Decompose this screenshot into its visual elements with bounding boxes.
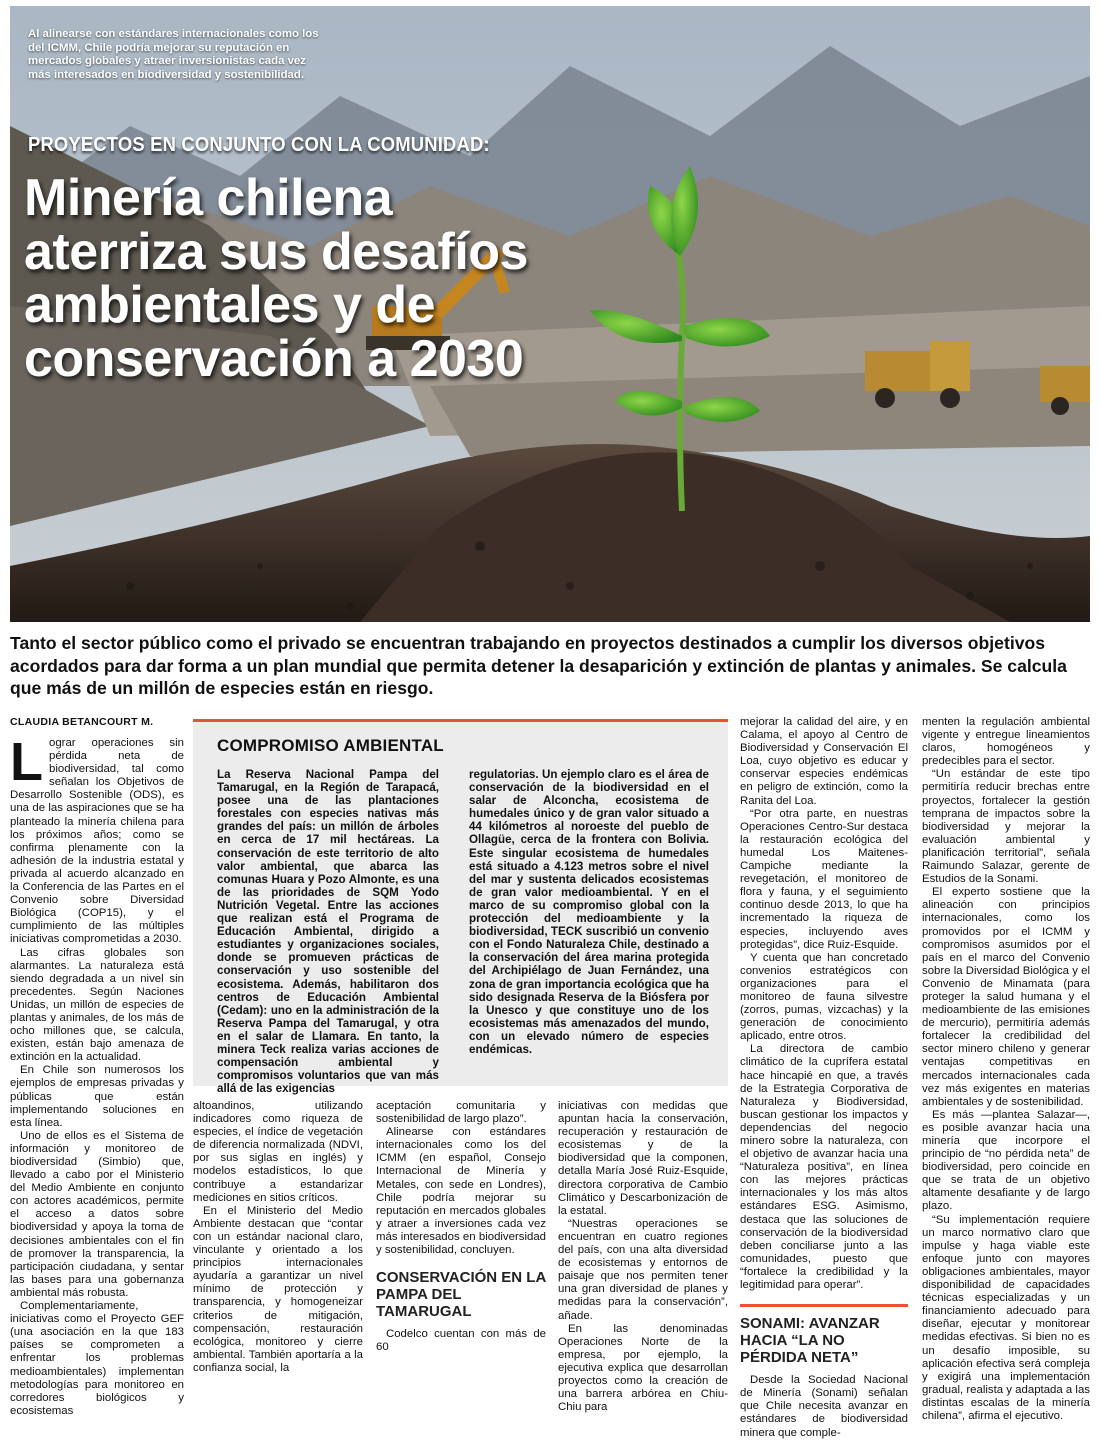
paragraph: En Chile son numerosos los ejemplos de empresas privadas y públicas que están implementando soluciones en esta línea.: [10, 1064, 184, 1129]
hero-photo: [10, 6, 1090, 622]
paragraph: menten la regulación ambiental vigente y entregue lineamientos claros, homogéneos y predecibles para el sector.: [922, 716, 1090, 768]
article-column-6: [922, 716, 1090, 1423]
paragraph: Desde la Sociedad Nacional de Minería (Sonami) señalan que Chile necesita avanzar en estándares de biodiversidad minera que comple-: [740, 1374, 908, 1439]
paragraph: Las cifras globales son alarmantes. La naturaleza está siendo degradada a un nivel sin precedentes. Según Naciones Unidas, un millón de especies de plantas y animales, de los más de ocho millones que, se calcula, existen, están bajo amenaza de extinción en la actualidad.: [10, 946, 184, 1064]
article-headline: Minería chilena aterriza sus desafíos ambientales y de conservación a 2030: [24, 169, 528, 388]
paragraph: mejorar la calidad del aire, y en Calama, el apoyo al Centro de Biodiversidad y Conservación El Loa, cuyo objetivo es educar y conservar especies endémicas en peligro de extinción, como la Ranita del Loa.: [740, 716, 908, 807]
paragraph: En las denominadas Operaciones Norte de la empresa, por ejemplo, la ejecutiva explica que desarrollan proyectos como la creación de una barrera arbórea en Chiu-Chiu para: [558, 1322, 728, 1414]
box-title: COMPROMISO AMBIENTAL: [217, 736, 444, 755]
paragraph: Es más —plantea Salazar—, es posible avanzar hacia una minería que incorpore el principio de “no pérdida neta” de biodiversidad, pero coincide en que se trata de un objetivo altamente desafiante y de largo plazo.: [922, 1108, 1090, 1213]
headline-kicker: PROYECTOS EN CONJUNTO CON LA COMUNIDAD:: [28, 134, 490, 156]
paragraph: “Por otra parte, en nuestras Operaciones Centro-Sur destaca la restauración ecológica del humedal Los Maitenes-Campiche mediante la revegetación, el monitoreo de flora y fauna, y el seguimiento continuo desde 2013, lo que ha incrementado la riqueza de especies, incluyendo aves protegidas”, dice Ruiz-Esquide.: [740, 807, 908, 951]
paragraph: El experto sostiene que la alineación con principios internacionales, como los promovidos por el ICMM y compromisos asumidos por el país en el marco del Convenio sobre la Diversidad Biológica y el Convenio de Minamata (para proteger la salud humana y el medioambiente de las emisiones de mercurio), permitiría además fortalecer la credibilidad del sector minero chileno y generar ventajas competitivas en mercados internacionales cada vez más exigentes en materias ambientales y de sostenibilidad.: [922, 886, 1090, 1108]
paragraph: La directora de cambio climático de la cuprífera estatal hace hincapié en que, a través de la Estrategia Corporativa de Naturaleza y Biodiversidad, buscan gestionar los impactos y dependencias del negocio minero sobre la naturaleza, con el objetivo de avanzar hacia una “Naturaleza positiva”, en línea con las mejores prácticas internacionales y los más altos estándares ESG. Asimismo, destaca que las soluciones de conservación de la biodiversidad deben conciliarse junto a las comunidades, puesto que “fortalece la credibilidad y la legitimidad para operar”.: [740, 1043, 908, 1292]
paragraph: “Nuestras operaciones se encuentran en cuatro regiones del país, con una alta diversidad de ecosistemas y entornos de paisaje que nos permiten tener una gran diversidad de planes y medidas para la conservación”, añade.: [558, 1217, 728, 1322]
paragraph: Codelco cuentan con más de 60: [376, 1328, 546, 1354]
article-column-3: [376, 1100, 546, 1354]
paragraph: Complementariamente, iniciativas como el Proyecto GEF (una asociación en la que 183 países se comprometen a enfrentar los problemas medioambientales) implementan metodologías para monitoreo en corredores biológicos y ecosistemas: [10, 1300, 184, 1417]
article-column-5: [740, 716, 908, 1440]
article-column-2: [193, 1100, 363, 1375]
photo-caption: Al alinearse con estándares internacionales como los del ICMM, Chile podría mejorar su reputación en mercados globales y atraer inversionistas cada vez más interesados en biodiversidad y sostenibilidad.: [28, 28, 319, 81]
paragraph: En el Ministerio del Medio Ambiente destacan que “contar con un estándar nacional claro, vinculante y orientado a los principios internacionales ayudaría a garantizar un nivel mínimo de protección y transparencia, y homogeneizar criterios de mitigación, compensación, restauración ecológica, monitoreo y cierre ambiental. También aportaría a la confianza social, la: [193, 1204, 363, 1374]
paragraph: Alinearse con estándares internacionales como los del ICMM (en español, Consejo Internacional de Minería y Metales, con sede en Londres), Chile podría mejorar su reputación en mercados globales y atraer a inversiones cada vez más interesados en biodiversidad y sostenibilidad, concluyen.: [376, 1126, 546, 1257]
paragraph: aceptación comunitaria y sostenibilidad de largo plazo”.: [376, 1100, 546, 1126]
paragraph: ograr operaciones sin pérdida neta de biodiversidad, tal como señalan los Objetivos de Desarrollo Sostenible (ODS), es una de las aspiraciones que se ha planteado la minería chilena para los próximos años; como se confirma plenamente con la adhesión de la industria estatal y privada al acuerdo alcanzado en la Conferencia de las Partes en el Convenio sobre Diversidad Biológica (COP15), y el cumplimiento de las múltiples iniciativas comprometidas a 2030.: [10, 737, 184, 946]
paragraph: “Su implementación requiere un marco normativo claro que impulse y haga viable este enfoque junto con mayores obligaciones ambientales, mayor disponibilidad de capacidades técnicas especializadas y un financiamiento adecuado para diseñar, ejecutar y monitorear medidas efectivas. Si bien no es un desafío imposible, su aplicación efectiva será compleja y exigirá una implementación gradual, realista y adaptada a las distintas escalas de la minería chilena”, afirma el ejecutivo.: [922, 1213, 1090, 1422]
author-byline: CLAUDIA BETANCOURT M.: [10, 716, 154, 728]
article-column-1: [10, 732, 184, 1418]
compromiso-ambiental-box: [193, 719, 728, 1096]
paragraph: Y cuenta que han concretado convenios estratégicos con organizaciones para el monitoreo de fauna silvestre (zorros, pumas, vizcachas) y la generación de conocimiento aplicado, entre otros.: [740, 951, 908, 1043]
article-lead: Tanto el sector público como el privado se encuentran trabajando en proyectos destinados a cumplir los diversos objetivos acordados para dar forma a un plan mundial que permita detener la desaparición y extinción de plantas y animales. Se calcula que más de un millón de especies están en riesgo.: [10, 633, 1067, 698]
box-text-left: La Reserva Nacional Pampa del Tamarugal, en la Región de Tarapacá, posee una de las plantaciones forestales con especies nativas más grandes del país: un millón de árboles en cerca de 17 mil hectáreas. La conservación de este territorio de alto valor ambiental, que abarca las comunas Huara y Pozo Almonte, es una de las prioridades de SQM Yodo Nutrición Vegetal. Entre las acciones que realizan está el Programa de Educación Ambiental, dirigido a estudiantes y organizaciones sociales, donde se promueven prácticas de conservación y uso sostenible del ecosistema. Además, habilitaron dos centros de Educación Ambiental (Cedam): uno en la administración de la Reserva Pampa del Tamarugal, y otra en el salar de Llamara. En tanto, la minera Teck realiza varias acciones de compensación ambiental y compromisos voluntarios que van más allá de las exigencias: [217, 768, 439, 1096]
drop-cap: L: [10, 732, 43, 792]
box-text-right: regulatorias. Un ejemplo claro es el área de conservación de la biodiversidad en el salar de Alconcha, ecosistema de humedales único y de gran valor situado a 44 kilómetros al noroeste del pueblo de Ollagüe, cerca de la frontera con Bolivia. Este singular ecosistema de humedales está situado a 4.123 metros sobre el nivel del mar y sustenta delicados ecosistemas de gran valor medioambiental. Y en el marco de su compromiso global con la protección del medioambiente y la biodiversidad, TECK suscribió un convenio con el Fondo Naturaleza Chile, destinado a la conservación del área marina protegida del Archipiélago de Juan Fernández, una zona de gran importancia ecológica que ha sido designada Reserva de la Biósfera por la Unesco y que constituye uno de los ecosistemas más amenazados del mundo, con un elevado número de especies endémicas.: [469, 768, 709, 1056]
section-subhead: CONSERVACIÓN EN LA PAMPA DEL TAMARUGAL: [376, 1269, 546, 1321]
paragraph: Uno de ellos es el Sistema de información y monitoreo de biodiversidad (Simbio) que, llevado a cabo por el Ministerio del Medio Ambiente en conjunto con actores académicos, permite el acceso a datos sobre biodiversidad y apoya la toma de decisiones ambientales con el fin de promover la transparencia, la participación ciudadana, y sentar las bases para una gobernanza ambiental más robusta.: [10, 1129, 184, 1299]
article-column-4: [558, 1100, 728, 1414]
section-subhead: SONAMI: AVANZAR HACIA “LA NO PÉRDIDA NETA”: [740, 1304, 908, 1366]
paragraph: iniciativas con medidas que apuntan hacia la conservación, recuperación y restauración de ecosistemas y de la biodiversidad que la componen, detalla María José Ruiz-Esquide, directora corporativa de Cambio Climático y Descarbonización de la estatal.: [558, 1100, 728, 1217]
paragraph: “Un estándar de este tipo permitiría reducir brechas entre proyectos, fortalecer la gestión temprana de impactos sobre la biodiversidad y mejorar la evaluación ambiental y planificación territorial”, señala Raimundo Salazar, gerente de Estudios de la Sonami.: [922, 768, 1090, 886]
paragraph: altoandinos, utilizando indicadores como riqueza de especies, el índice de vegetación de diferencia normalizada (NDVI, por sus siglas en inglés) y modelos estadísticos, lo que contribuye a estandarizar mediciones en sitios críticos.: [193, 1100, 363, 1204]
